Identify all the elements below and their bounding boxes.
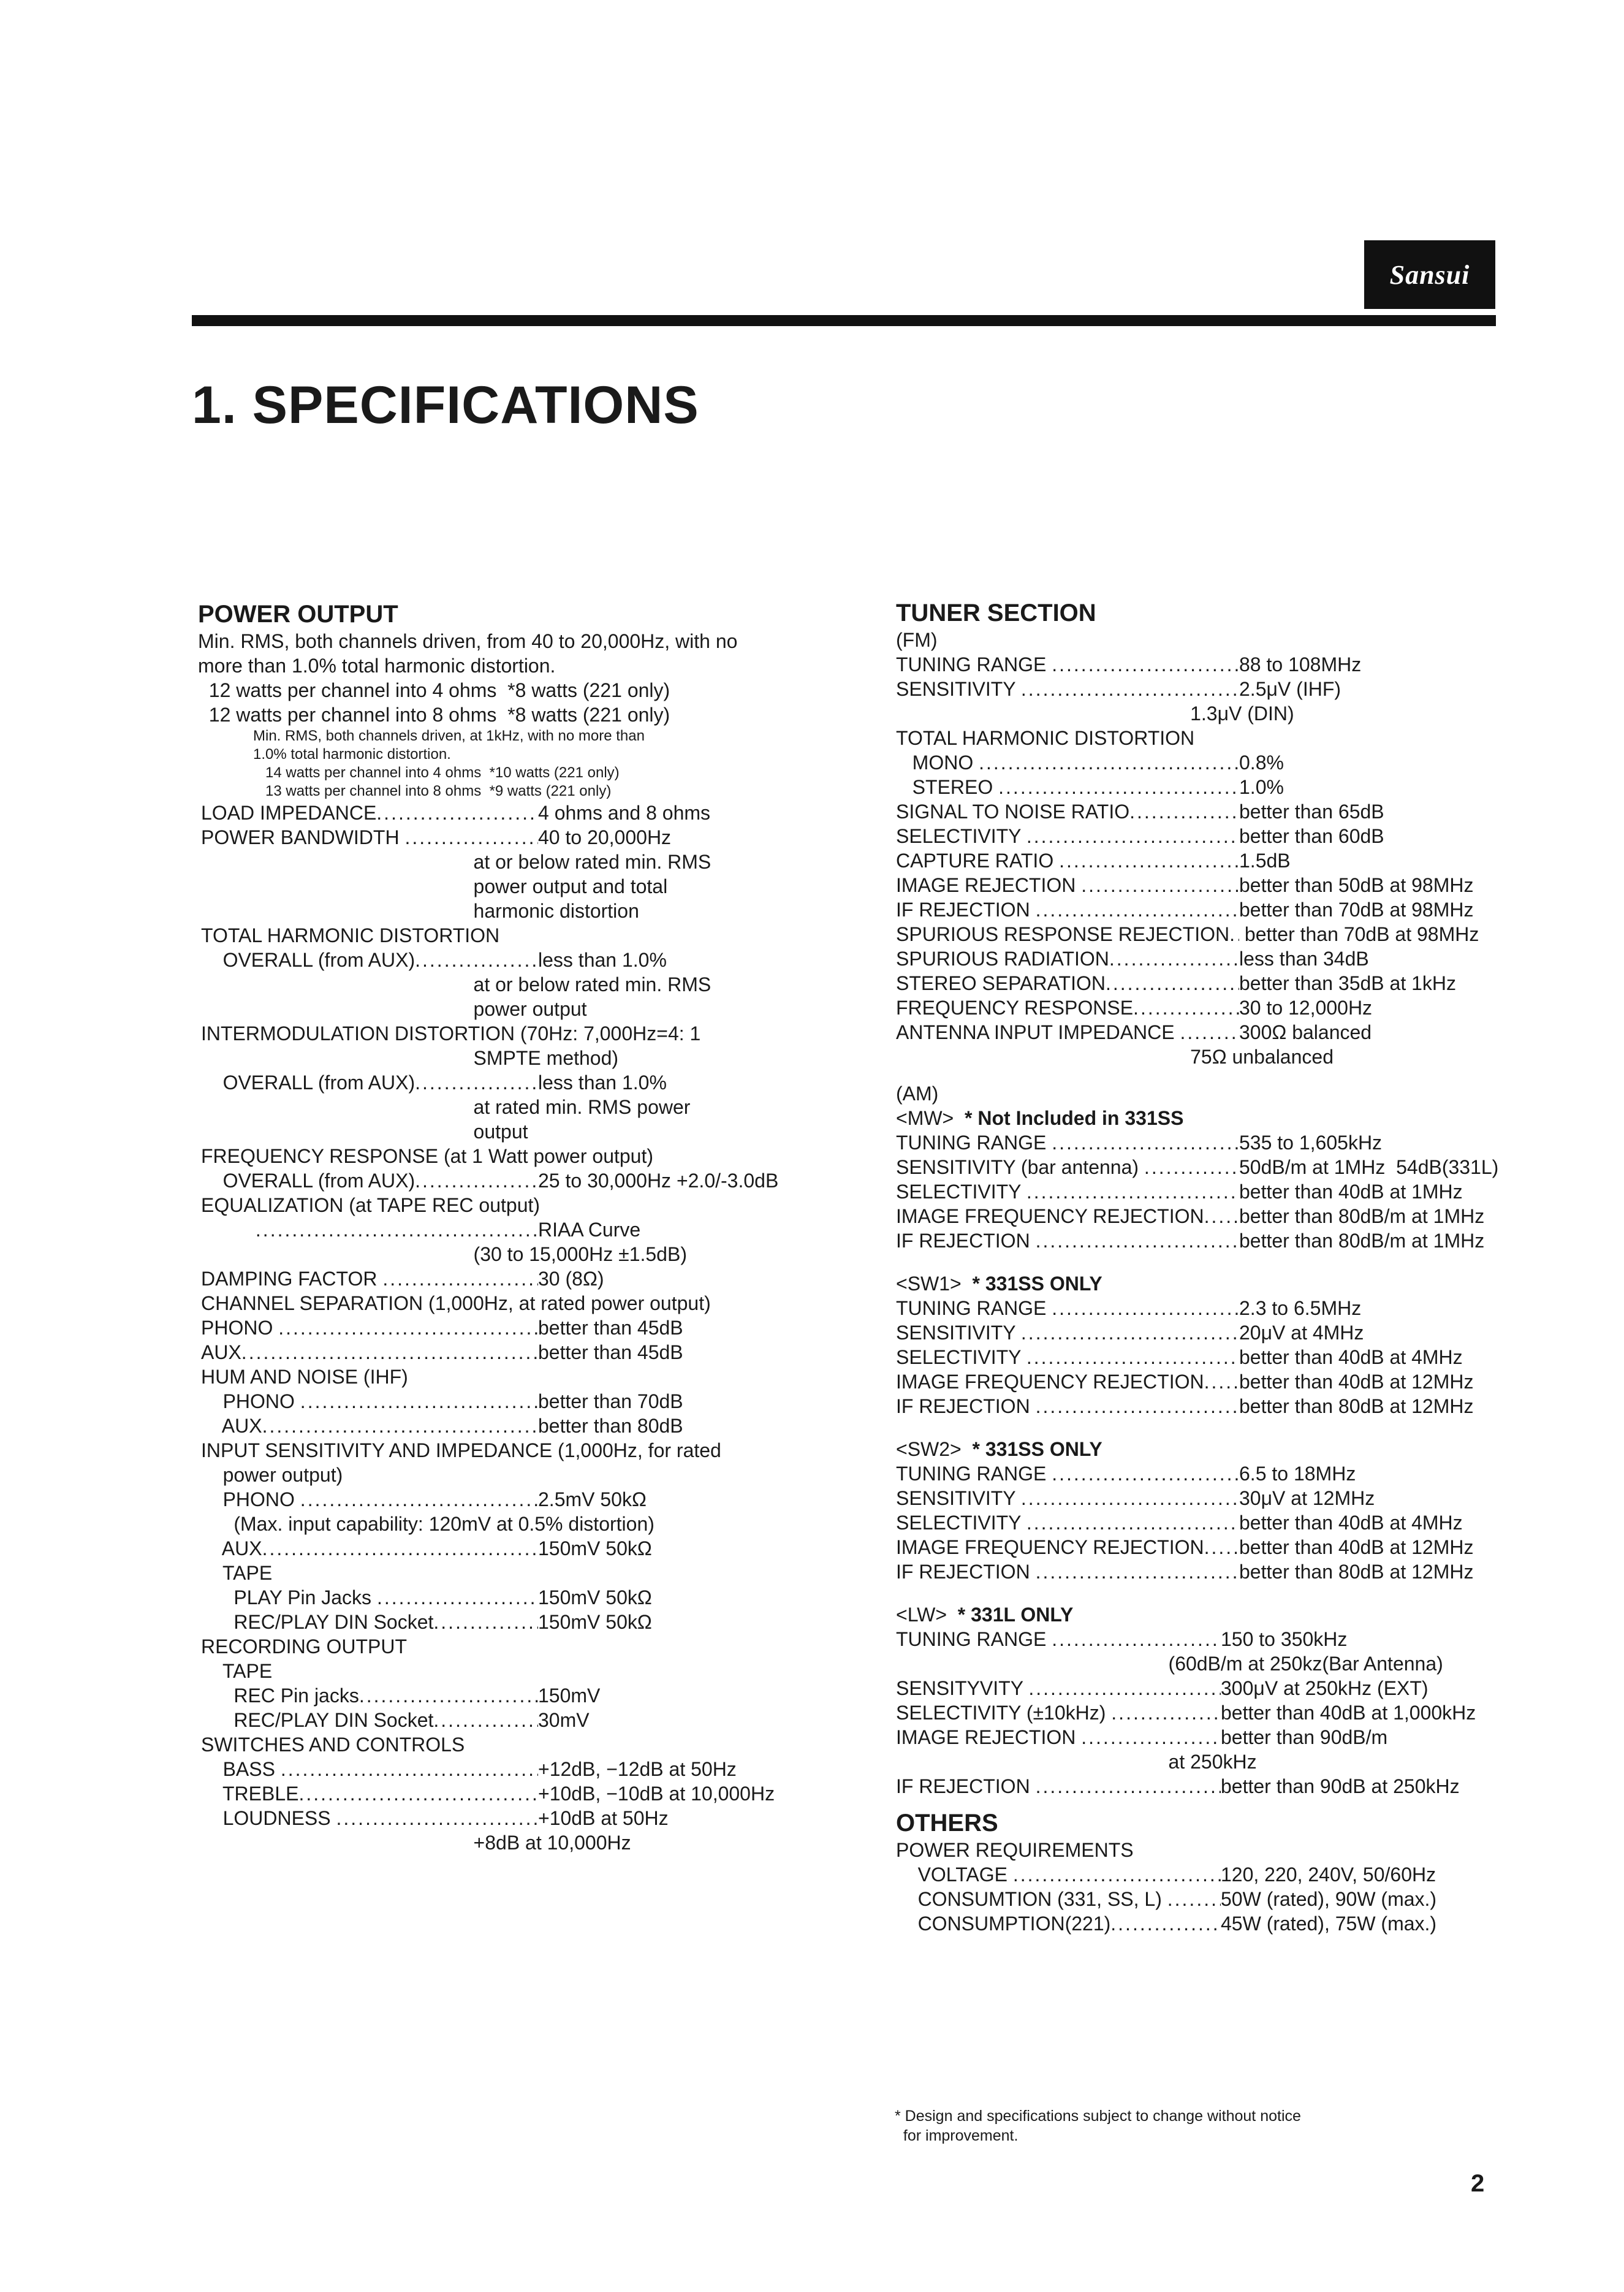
dot-leader [382,1266,538,1291]
spec-value: 2.5μV (IHF) [1239,678,1341,700]
spec-value: +12dB, −12dB at 50Hz [538,1758,737,1780]
spec-row [201,1266,814,1291]
power-output-intro [198,629,817,727]
footnote: * Design and specifications subject to change without notice for improvement. [895,2107,1301,2144]
sw1-spec-list [896,1296,1515,1418]
spec-value: 88 to 108MHz [1239,653,1362,676]
dot-leader [1052,1461,1239,1486]
text-line: Min. RMS, both channels driven, from 40 to 20,000Hz, with no [198,630,738,652]
spec-label: REC/PLAY DIN Socket [201,1709,434,1731]
dot-leader [1036,897,1239,922]
spec-value: better than 50dB at 98MHz [1239,874,1474,896]
page-number: 2 [1471,2170,1485,2197]
spec-label: SELECTIVITY [896,1181,1026,1203]
dot-leader [1052,1130,1239,1155]
dot-leader [1081,1725,1221,1749]
spec-text-line: at 250kHz [896,1751,1257,1773]
spec-text-line: FREQUENCY RESPONSE (at 1 Watt power output) [201,1145,654,1167]
spec-label: TUNING RANGE [896,1628,1052,1650]
mw-header [896,1106,1515,1130]
spec-label: IMAGE FREQUENCY REJECTION [896,1371,1204,1393]
dot-leader [1204,1369,1239,1394]
power-output-notes [198,727,817,801]
spec-label: STEREO SEPARATION [896,972,1106,994]
spec-text-line: (Max. input capability: 120mV at 0.5% distortion) [201,1513,655,1535]
spec-value: 25 to 30,000Hz +2.0/-3.0dB [538,1170,779,1192]
spec-label: SENSITIVITY [896,1487,1021,1509]
others-spec-list [896,1838,1515,1936]
spec-label: SELECTIVITY [896,1512,1026,1534]
dot-leader [1106,971,1239,996]
spec-value: RIAA Curve [538,1219,641,1241]
spec-value: 45W (rated), 75W (max.) [1221,1913,1437,1935]
spec-row [201,1168,814,1193]
spec-text-line: output [201,1121,528,1143]
amplifier-spec-list [198,801,817,1855]
spec-label: SIGNAL TO NOISE RATIO [896,801,1130,823]
spec-row [896,1559,1509,1584]
spec-label: SPURIOUS RESPONSE REJECTION [896,923,1230,945]
spec-row [896,1179,1509,1204]
dot-leader [241,1340,538,1365]
spec-label: TUNING RANGE [896,1297,1052,1319]
spec-label: IF REJECTION [896,1561,1036,1583]
dot-leader [1036,1559,1239,1584]
dot-leader [1109,946,1239,971]
spec-row [896,1345,1509,1369]
spec-text-line: CHANNEL SEPARATION (1,000Hz, at rated power output) [201,1292,711,1314]
text-line: 12 watts per channel into 4 ohms *8 watts (221 only) [198,679,670,701]
spec-row [896,897,1509,922]
dot-leader [1036,1394,1239,1418]
spec-text-line: power output and total [201,875,668,897]
dot-leader [1229,922,1239,946]
lw-label: <LW> [896,1604,947,1626]
spec-row [201,948,814,972]
spec-row [896,1155,1509,1179]
text-line: Min. RMS, both channels driven, at 1kHz, with no more than [253,728,645,744]
spec-value: 6.5 to 18MHz [1239,1463,1356,1485]
lw-note: * 331L ONLY [957,1604,1074,1626]
spec-value: better than 80dB [538,1415,683,1437]
spec-text-line: TAPE [201,1562,273,1584]
spec-value: 30mV [538,1709,590,1731]
spec-row [896,1676,1509,1700]
spec-row [896,1887,1509,1911]
spec-value: 30μV at 12MHz [1239,1487,1375,1509]
spec-text-line: at rated min. RMS power [201,1096,691,1118]
spec-row [896,1394,1509,1418]
spec-row [201,1757,814,1781]
dot-leader [1026,1345,1239,1369]
spec-label: IF REJECTION [896,1230,1036,1252]
spec-label: TUNING RANGE [896,653,1052,676]
spec-label: OVERALL (from AUX) [201,1072,415,1094]
spec-text-line: (30 to 15,000Hz ±1.5dB) [201,1243,687,1265]
spec-row [201,1217,814,1242]
spec-text-line: at or below rated min. RMS [201,851,711,873]
spec-value: less than 1.0% [538,949,667,971]
mw-spec-list [896,1130,1515,1253]
spec-row [896,1510,1509,1535]
dot-leader [376,801,538,825]
spec-text-line: at or below rated min. RMS [201,973,711,996]
dot-leader [1021,1320,1239,1345]
spec-label: BASS [201,1758,281,1780]
spec-row [896,1020,1509,1045]
spec-value: better than 45dB [538,1317,683,1339]
spec-value: better than 40dB at 12MHz [1239,1536,1474,1558]
spec-value: 300Ω balanced [1239,1021,1372,1043]
spec-value: better than 70dB at 98MHz [1239,923,1479,945]
dot-leader [433,1610,538,1634]
spec-row [201,1781,814,1806]
spec-label: PHONO [201,1317,279,1339]
spec-value: less than 1.0% [538,1072,667,1094]
spec-text-line: TOTAL HARMONIC DISTORTION [201,924,500,946]
fm-spec-list [896,652,1515,1069]
sw2-header [896,1437,1515,1461]
dot-leader [1059,848,1239,873]
dot-leader [1081,873,1239,897]
dot-leader [256,1217,538,1242]
spec-row [201,1389,814,1414]
dot-leader [415,1070,538,1095]
spec-row [896,1320,1509,1345]
spec-value: better than 40dB at 4MHz [1239,1512,1463,1534]
spec-label: IF REJECTION [896,1395,1036,1417]
dot-leader [1028,1676,1221,1700]
spec-label: POWER BANDWIDTH [201,826,405,848]
text-line: 13 watts per channel into 8 ohms *9 watts (221 only) [253,783,612,799]
spec-row [896,799,1509,824]
page-title: 1. SPECIFICATIONS [192,376,699,435]
spec-text-line: (60dB/m at 250kz(Bar Antenna) [896,1653,1443,1675]
spec-text-line: +8dB at 10,000Hz [201,1832,631,1854]
dot-leader [998,775,1239,799]
dot-leader [278,1315,538,1340]
dot-leader [300,1487,538,1512]
dot-leader [1036,1774,1221,1799]
dot-leader [1052,1627,1221,1651]
spec-label: OVERALL (from AUX) [201,949,415,971]
spec-value: better than 65dB [1239,801,1384,823]
spec-value: better than 80dB at 12MHz [1239,1561,1474,1583]
spec-row [896,652,1509,677]
dot-leader [415,1168,538,1193]
spec-text-line: SMPTE method) [201,1047,619,1069]
dot-leader [415,948,538,972]
text-line: 1.0% total harmonic distortion. [253,746,451,763]
dot-leader [336,1806,539,1830]
spec-label: SENSITIVITY (bar antenna) [896,1156,1144,1178]
spec-value: better than 80dB/m at 1MHz [1239,1230,1485,1252]
spec-value: better than 90dB/m [1221,1726,1388,1748]
spec-value: less than 34dB [1239,948,1369,970]
spec-label: CAPTURE RATIO [896,850,1060,872]
spec-text-line: RECORDING OUTPUT [201,1635,407,1658]
spec-row [896,775,1509,799]
spec-label: SELECTIVITY [896,825,1026,847]
spec-value: better than 40dB at 1MHz [1239,1181,1463,1203]
mw-note: * Not Included in 331SS [965,1107,1184,1129]
spec-value: better than 80dB at 12MHz [1239,1395,1474,1417]
spec-row [201,1708,814,1732]
spec-text-line: power output [201,998,587,1020]
spec-label: TUNING RANGE [896,1463,1052,1485]
spec-row [896,1535,1509,1559]
spec-label: IMAGE REJECTION [896,874,1082,896]
spec-value: better than 40dB at 1,000kHz [1221,1702,1476,1724]
spec-row [896,1461,1509,1486]
spec-row [201,1585,814,1610]
spec-label: IMAGE REJECTION [896,1726,1082,1748]
spec-row [896,1862,1509,1887]
spec-row [201,1340,814,1365]
spec-text-line: HUM AND NOISE (IHF) [201,1366,408,1388]
spec-label: AUX [201,1537,262,1559]
spec-value: 150mV 50kΩ [538,1611,652,1633]
spec-label: TUNING RANGE [896,1132,1052,1154]
spec-label: VOLTAGE [896,1864,1013,1886]
dot-leader [1167,1887,1221,1911]
dot-leader [359,1683,538,1708]
spec-value: +10dB at 50Hz [538,1807,669,1829]
spec-label: IMAGE FREQUENCY REJECTION [896,1205,1204,1227]
spec-label: IF REJECTION [896,899,1036,921]
dot-leader [262,1414,538,1438]
spec-value: 2.5mV 50kΩ [538,1488,647,1510]
spec-row [201,1070,814,1095]
spec-label: CONSUMTION (331, SS, L) [896,1888,1167,1910]
lw-header [896,1602,1515,1627]
mw-label: <MW> [896,1107,954,1129]
spec-row [896,1725,1509,1749]
spec-row [896,1774,1509,1799]
spec-value: 30 (8Ω) [538,1268,604,1290]
spec-value: +10dB, −10dB at 10,000Hz [538,1783,775,1805]
spec-value: 535 to 1,605kHz [1239,1132,1383,1154]
spec-row [201,1683,814,1708]
spec-row [896,848,1509,873]
spec-row [201,1487,814,1512]
spec-text-line: SWITCHES AND CONTROLS [201,1734,465,1756]
spec-label: STEREO [896,776,999,798]
spec-label: DAMPING FACTOR [201,1268,383,1290]
dot-leader [1026,824,1239,848]
spec-row [896,1911,1509,1936]
sw1-header [896,1271,1515,1296]
spec-row [896,1296,1509,1320]
dot-leader [1204,1535,1239,1559]
spec-value: 2.3 to 6.5MHz [1239,1297,1362,1319]
dot-leader [1129,799,1239,824]
spec-value: 1.0% [1239,776,1284,798]
dot-leader [1026,1510,1239,1535]
spec-value: better than 60dB [1239,825,1384,847]
spec-value: 50dB/m at 1MHz 54dB(331L) [1239,1156,1499,1178]
spec-label: SENSITYVITY [896,1677,1029,1699]
dot-leader [1110,1911,1221,1936]
spec-row [896,1130,1509,1155]
spec-row [896,1700,1509,1725]
fm-label: (FM) [896,629,938,651]
spec-label: AUX [201,1341,241,1363]
spec-value: better than 90dB at 250kHz [1221,1775,1460,1797]
dot-leader [1052,1296,1239,1320]
dot-leader [300,1389,538,1414]
spec-value: 1.5dB [1239,850,1291,872]
tuner-section-heading: TUNER SECTION [896,600,1096,626]
sw1-note: * 331SS ONLY [972,1273,1102,1295]
spec-label: TREBLE [201,1783,299,1805]
others-heading: OTHERS [896,1810,998,1837]
dot-leader [404,825,538,850]
spec-row [201,825,814,850]
text-line: 14 watts per channel into 4 ohms *10 watts (221 only) [253,764,620,781]
spec-label: MONO [896,752,979,774]
sw2-spec-list [896,1461,1515,1584]
spec-value: better than 40dB at 4MHz [1239,1346,1463,1368]
spec-label: SENSITIVITY [896,678,1021,700]
dot-leader [1111,1700,1221,1725]
spec-text-line: TAPE [201,1660,273,1682]
dot-leader [979,750,1239,775]
spec-value: 150mV [538,1685,601,1707]
dot-leader [377,1585,538,1610]
spec-label: SELECTIVITY (±10kHz) [896,1702,1112,1724]
spec-row [896,922,1509,946]
spec-value: better than 35dB at 1kHz [1239,972,1456,994]
spec-value: better than 70dB [538,1390,683,1412]
spec-label [201,1217,256,1242]
text-line: more than 1.0% total harmonic distortion. [198,655,556,677]
spec-label: PHONO [201,1488,300,1510]
spec-label: SENSITIVITY [896,1322,1021,1344]
spec-row [896,1204,1509,1228]
spec-row [201,801,814,825]
spec-label: LOAD IMPEDANCE [201,802,377,824]
spec-value: 150mV 50kΩ [538,1586,652,1609]
spec-row [896,824,1509,848]
spec-label: REC Pin jacks [201,1685,359,1707]
spec-label: AUX [201,1415,262,1437]
sansui-logo: Sansui [1364,240,1495,309]
spec-value: 150mV 50kΩ [538,1537,652,1559]
dot-leader [1021,677,1239,701]
dot-leader [1036,1228,1239,1253]
spec-value: 4 ohms and 8 ohms [538,802,711,824]
spec-value: 20μV at 4MHz [1239,1322,1364,1344]
spec-text-line: INTERMODULATION DISTORTION (70Hz: 7,000Hz=4: 1 [201,1022,701,1045]
left-column [198,602,817,1855]
sw2-note: * 331SS ONLY [972,1438,1102,1460]
spec-row [896,946,1509,971]
spec-value: better than 70dB at 98MHz [1239,899,1474,921]
spec-text-line: TOTAL HARMONIC DISTORTION [896,727,1195,749]
spec-value: 0.8% [1239,752,1284,774]
sw2-label: <SW2> [896,1438,962,1460]
spec-row [896,1486,1509,1510]
spec-label: OVERALL (from AUX) [201,1170,415,1192]
dot-leader [1026,1179,1239,1204]
spec-value: 120, 220, 240V, 50/60Hz [1221,1864,1436,1886]
power-output-heading: POWER OUTPUT [198,601,398,628]
spec-text-line: 75Ω unbalanced [896,1046,1334,1068]
lw-spec-list [896,1627,1515,1799]
spec-value: better than 80dB/m at 1MHz [1239,1205,1485,1227]
spec-value: 30 to 12,000Hz [1239,997,1373,1019]
spec-label: CONSUMPTION(221) [896,1913,1111,1935]
spec-value: better than 45dB [538,1341,683,1363]
spec-label: IMAGE FREQUENCY REJECTION [896,1536,1204,1558]
dot-leader [1052,652,1239,677]
spec-row [896,873,1509,897]
text-line: 12 watts per channel into 8 ohms *8 watts (221 only) [198,704,670,726]
spec-row [896,1369,1509,1394]
spec-label: LOUDNESS [201,1807,336,1829]
spec-text-line: 1.3μV (DIN) [896,702,1294,725]
spec-row [896,971,1509,996]
spec-row [896,1228,1509,1253]
dot-leader [1021,1486,1239,1510]
dot-leader [1180,1020,1239,1045]
spec-row [201,1806,814,1830]
dot-leader [1144,1155,1239,1179]
spec-value: 40 to 20,000Hz [538,826,672,848]
am-label: (AM) [896,1083,939,1105]
spec-row [896,750,1509,775]
spec-label: PHONO [201,1390,300,1412]
dot-leader [1133,996,1239,1020]
right-column [896,601,1515,1936]
spec-text-line: harmonic distortion [201,900,639,922]
spec-text-line: power output) [201,1464,343,1486]
spec-value: 150 to 350kHz [1221,1628,1348,1650]
spec-label: ANTENNA INPUT IMPEDANCE [896,1021,1180,1043]
spec-value: 300μV at 250kHz (EXT) [1221,1677,1429,1699]
sw1-label: <SW1> [896,1273,962,1295]
spec-label: SELECTIVITY [896,1346,1026,1368]
dot-leader [298,1781,538,1806]
dot-leader [262,1536,538,1561]
spec-label: SPURIOUS RADIATION [896,948,1109,970]
spec-row [896,996,1509,1020]
dot-leader [281,1757,538,1781]
dot-leader [433,1708,538,1732]
dot-leader [1013,1862,1221,1887]
spec-value: better than 40dB at 12MHz [1239,1371,1474,1393]
spec-text-line: INPUT SENSITIVITY AND IMPEDANCE (1,000Hz, for rated [201,1439,721,1461]
spec-label: IF REJECTION [896,1775,1036,1797]
spec-row [896,1627,1509,1651]
spec-label: REC/PLAY DIN Socket [201,1611,434,1633]
spec-label: PLAY Pin Jacks [201,1586,377,1609]
spec-text-line: EQUALIZATION (at TAPE REC output) [201,1194,541,1216]
spec-value: 50W (rated), 90W (max.) [1221,1888,1437,1910]
dot-leader [1204,1204,1239,1228]
spec-row [896,677,1509,701]
header-rule [192,315,1496,326]
spec-row [201,1610,814,1634]
spec-row [201,1536,814,1561]
spec-row [201,1315,814,1340]
spec-label: FREQUENCY RESPONSE [896,997,1134,1019]
spec-row [201,1414,814,1438]
spec-text-line: POWER REQUIREMENTS [896,1839,1134,1861]
